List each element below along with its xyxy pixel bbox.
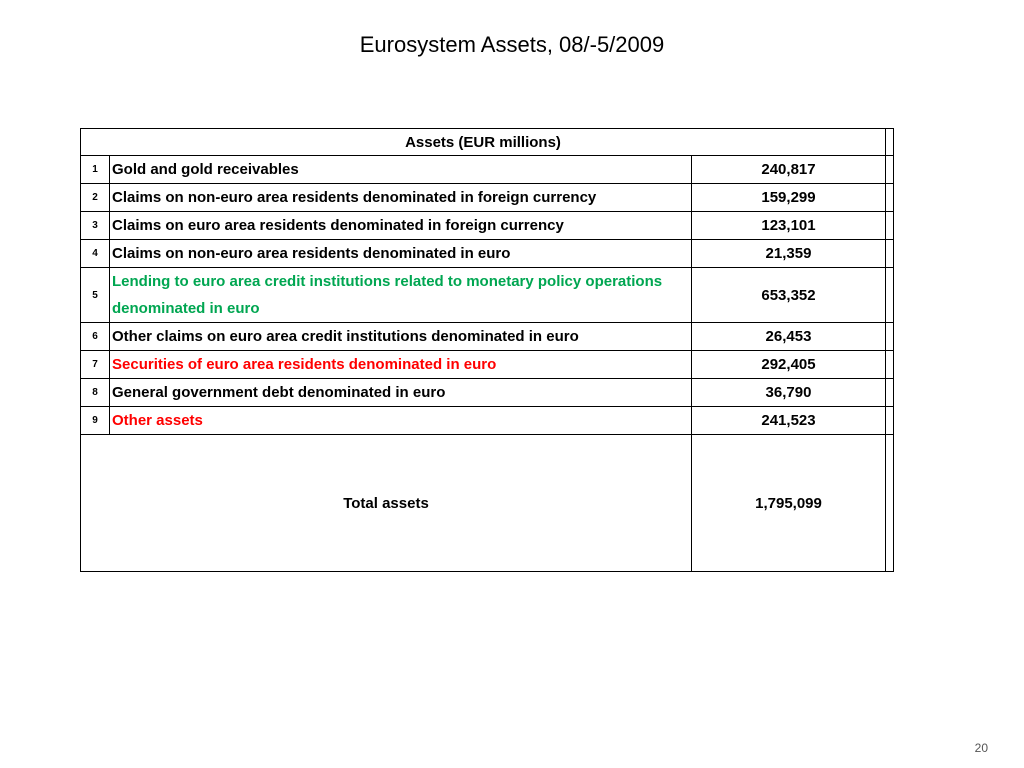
table-row <box>81 407 894 435</box>
row-label: Other claims on euro area credit institutions denominated in euro <box>110 323 692 351</box>
table-row <box>81 379 894 407</box>
table-row <box>81 323 894 351</box>
extra-cell <box>886 407 894 435</box>
extra-cell <box>886 240 894 268</box>
row-number: 7 <box>81 351 110 379</box>
row-value: 159,299 <box>692 184 886 212</box>
table-row <box>81 156 894 184</box>
row-number: 9 <box>81 407 110 435</box>
row-label: Gold and gold receivables <box>110 156 692 184</box>
row-value: 241,523 <box>692 407 886 435</box>
row-label: Lending to euro area credit institutions related to monetary policy operations denominated in euro <box>110 268 692 323</box>
table-header: Assets (EUR millions) <box>81 129 886 156</box>
row-value: 123,101 <box>692 212 886 240</box>
extra-cell <box>886 323 894 351</box>
assets-table <box>80 128 894 572</box>
extra-cell <box>886 268 894 323</box>
table-row <box>81 351 894 379</box>
extra-cell <box>886 351 894 379</box>
row-value: 653,352 <box>692 268 886 323</box>
row-value: 36,790 <box>692 379 886 407</box>
row-number: 4 <box>81 240 110 268</box>
row-number: 5 <box>81 268 110 323</box>
row-value: 240,817 <box>692 156 886 184</box>
total-label: Total assets <box>81 435 692 572</box>
row-label: Securities of euro area residents denominated in euro <box>110 351 692 379</box>
total-row <box>81 435 894 572</box>
row-number: 1 <box>81 156 110 184</box>
row-value: 292,405 <box>692 351 886 379</box>
page-number: 20 <box>974 741 988 755</box>
extra-cell <box>886 212 894 240</box>
table-header-row <box>81 129 894 156</box>
extra-cell <box>886 435 894 572</box>
row-number: 2 <box>81 184 110 212</box>
row-label: Claims on non-euro area residents denominated in euro <box>110 240 692 268</box>
row-value: 21,359 <box>692 240 886 268</box>
table-row <box>81 184 894 212</box>
row-number: 3 <box>81 212 110 240</box>
row-number: 8 <box>81 379 110 407</box>
table-row <box>81 212 894 240</box>
row-label: Other assets <box>110 407 692 435</box>
extra-cell <box>886 379 894 407</box>
extra-cell <box>886 129 894 156</box>
table-row <box>81 240 894 268</box>
row-label: Claims on non-euro area residents denominated in foreign currency <box>110 184 692 212</box>
row-label: Claims on euro area residents denominated in foreign currency <box>110 212 692 240</box>
row-number: 6 <box>81 323 110 351</box>
extra-cell <box>886 156 894 184</box>
table-row <box>81 268 894 323</box>
row-label: General government debt denominated in euro <box>110 379 692 407</box>
slide-title: Eurosystem Assets, 08/-5/2009 <box>359 32 665 57</box>
total-value: 1,795,099 <box>692 435 886 572</box>
row-value: 26,453 <box>692 323 886 351</box>
extra-cell <box>886 184 894 212</box>
